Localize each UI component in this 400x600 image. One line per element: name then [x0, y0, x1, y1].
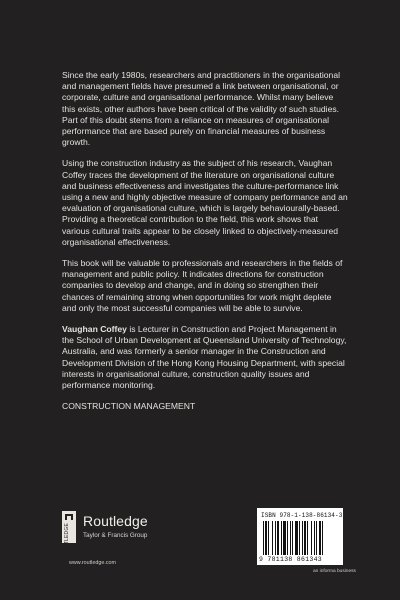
barcode [257, 508, 343, 565]
publisher-name: Routledge [83, 513, 148, 529]
logo-vertical-text: ROUTLEDGE [64, 523, 70, 556]
publisher-url: www.routledge.com [69, 560, 117, 566]
blurb-paragraph-1: Since the early 1980s, researchers and practitioners in the organisational and management fields have presumed a link between organisational, or corporate, culture and organisational performance. Whilst many believe this exists, other authors have been critical of the validity of such studies. Part of this doubt stems from a reliance on measures of organisational performance that are based purely on financial measures of business growth. [62, 70, 341, 148]
publisher-group: Taylor & Francis Group [83, 532, 148, 539]
publisher-logo [62, 511, 202, 557]
barcode-bars-icon [263, 521, 337, 555]
subject-category: CONSTRUCTION MANAGEMENT [62, 401, 196, 412]
author-bio-text: is Lecturer in Construction and Project Management in the School of Urban Development at Queensland University of Technology, Australia, and was formerly a senior manager in the Construction and Development Division of the Hong Kong Housing Department, with special interests in organisational culture, construction quality issues and performance monitoring. [62, 324, 347, 391]
blurb-paragraph-3: This book will be valuable to professionals and researchers in the fields of management and public policy. It indicates directions for construction companies to develop and change, and in doing so strengthen their chances of remaining strong when opportunities for work might deplete and only the most successful companies will be able to survive. [62, 258, 343, 313]
barcode-number: 9 781138 861343 [259, 556, 323, 563]
routledge-logo-icon [62, 511, 76, 556]
informa-note: an informa business [313, 569, 356, 574]
author-name: Vaughan Coffey [62, 324, 127, 335]
blurb-paragraph-2: Using the construction industry as the subject of his research, Vaughan Coffey traces the development of the literature on organisational culture and business effectiveness and investigates the culture-performance link using a new and highly objective measure of company performance and an evaluation of organisational culture, which is largely behaviourally-based. Providing a theoretical contribution to the field, this work shows that various cultural traits appear to be closely linked to objectively-measured organisational effectiveness. [62, 158, 348, 247]
author-bio [62, 324, 348, 391]
isbn-label: ISBN 978-1-138-86134-3 [261, 512, 343, 519]
blurb-text [62, 70, 348, 422]
